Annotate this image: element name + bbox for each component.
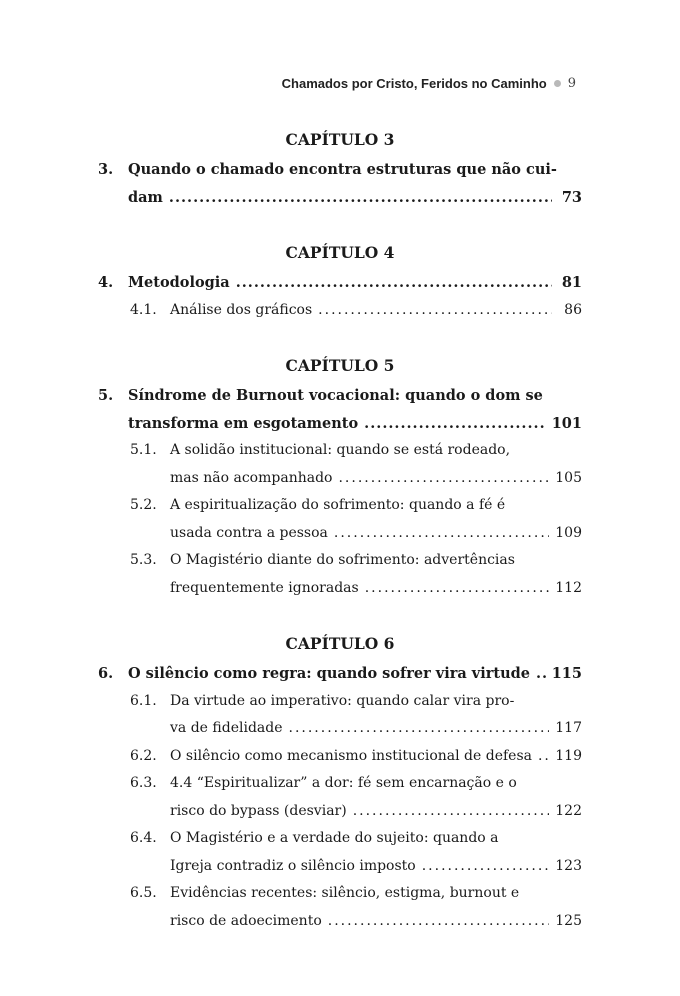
entry-title-line: O Magistério diante do sofrimento: advertências xyxy=(170,552,515,568)
chapter-heading: CAPÍTULO 5 xyxy=(285,356,395,375)
dot-leader xyxy=(338,465,549,493)
dot-leader xyxy=(318,297,552,325)
entry-title-line: O silêncio como mecanismo institucional de defesa xyxy=(170,747,532,764)
toc-entry[interactable] xyxy=(98,382,582,437)
entry-title-line: risco do bypass (desviar) xyxy=(170,802,347,819)
entry-title-line: Evidências recentes: silêncio, estigma, burnout e xyxy=(170,885,520,901)
dot-leader xyxy=(538,743,549,771)
running-head xyxy=(282,76,576,91)
entry-title-line: Quando o chamado encontra estruturas que não cui- xyxy=(128,161,557,178)
entry-page-number: 119 xyxy=(555,747,582,764)
page-number: 9 xyxy=(567,76,576,91)
entry-number: 5.3. xyxy=(130,552,157,568)
toc-subentry[interactable] xyxy=(98,743,582,771)
toc-entry[interactable] xyxy=(98,156,582,211)
bullet-icon xyxy=(554,80,561,87)
dot-leader xyxy=(422,853,550,881)
entry-title-line: 4.4 “Espiritualizar” a dor: fé sem encarnação e o xyxy=(170,775,517,791)
dot-leader xyxy=(328,908,550,936)
entry-number: 6. xyxy=(98,665,114,682)
toc-entry[interactable] xyxy=(98,269,582,297)
entry-title-line: Metodologia xyxy=(128,274,230,291)
dot-leader xyxy=(353,798,550,826)
entry-title-line: O Magistério e a verdade do sujeito: quando a xyxy=(170,830,499,846)
entry-page-number: 117 xyxy=(555,720,582,736)
entry-title-line: frequentemente ignoradas xyxy=(170,579,359,596)
entry-page-number: 73 xyxy=(561,188,582,206)
entry-title-line: A espiritualização do sofrimento: quando a fé é xyxy=(170,497,506,513)
dot-leader xyxy=(536,660,546,688)
entry-title-line: Da virtude ao imperativo: quando calar vira pro- xyxy=(170,692,515,709)
toc-entry[interactable] xyxy=(98,660,582,688)
entry-number: 5.1. xyxy=(130,442,157,458)
entry-title-line: va de fidelidade xyxy=(170,720,283,736)
entry-title-line: Igreja contradiz o silêncio imposto xyxy=(170,857,416,874)
entry-number: 5. xyxy=(98,387,114,404)
book-title: Chamados por Cristo, Feridos no Caminho xyxy=(281,76,547,91)
chapter-heading: CAPÍTULO 3 xyxy=(285,130,395,149)
toc-subentry[interactable] xyxy=(98,437,582,492)
entry-title-line: A solidão institucional: quando se está rodeado, xyxy=(170,442,511,458)
toc-subentry[interactable] xyxy=(98,770,582,825)
entry-page-number: 125 xyxy=(555,912,582,929)
dot-leader xyxy=(236,269,552,297)
entry-title-line: O silêncio como regra: quando sofrer vira virtude xyxy=(128,665,530,682)
toc-subentry[interactable] xyxy=(98,492,582,547)
entry-title-line: dam xyxy=(128,188,163,206)
entry-number: 6.5. xyxy=(130,885,157,901)
toc-subentry[interactable] xyxy=(98,880,582,935)
chapter-heading: CAPÍTULO 4 xyxy=(285,243,395,262)
entry-page-number: 115 xyxy=(551,665,582,682)
entry-number: 6.2. xyxy=(130,747,157,764)
entry-number: 6.3. xyxy=(130,775,157,791)
table-of-contents xyxy=(98,118,582,935)
entry-page-number: 105 xyxy=(555,469,582,486)
dot-leader xyxy=(169,184,552,212)
chapter-heading: CAPÍTULO 6 xyxy=(285,634,395,653)
toc-subentry[interactable] xyxy=(98,688,582,743)
entry-page-number: 81 xyxy=(561,274,582,291)
entry-page-number: 122 xyxy=(555,802,582,819)
entry-title-line: risco de adoecimento xyxy=(170,912,322,929)
toc-subentry[interactable] xyxy=(98,825,582,880)
entry-page-number: 123 xyxy=(555,857,582,874)
entry-title-line: Análise dos gráficos xyxy=(170,301,313,318)
toc-subentry[interactable] xyxy=(98,547,582,602)
entry-number: 5.2. xyxy=(130,497,157,513)
entry-page-number: 86 xyxy=(564,301,582,318)
entry-page-number: 112 xyxy=(555,579,582,596)
dot-leader xyxy=(365,575,550,603)
entry-title-line: usada contra a pessoa xyxy=(170,524,328,541)
entry-page-number: 109 xyxy=(555,524,582,541)
entry-page-number: 101 xyxy=(551,414,582,432)
dot-leader xyxy=(334,520,549,548)
entry-number: 6.4. xyxy=(130,830,157,846)
entry-number: 3. xyxy=(98,161,114,178)
entry-title-line: Síndrome de Burnout vocacional: quando o dom se xyxy=(128,387,543,404)
dot-leader xyxy=(364,410,546,438)
toc-subentry[interactable] xyxy=(98,297,582,325)
entry-title-line: transforma em esgotamento xyxy=(128,414,359,432)
dot-leader xyxy=(289,715,550,743)
entry-number: 6.1. xyxy=(130,692,157,709)
entry-title-line: mas não acompanhado xyxy=(170,469,333,486)
entry-number: 4. xyxy=(98,274,114,291)
entry-number: 4.1. xyxy=(130,301,157,318)
